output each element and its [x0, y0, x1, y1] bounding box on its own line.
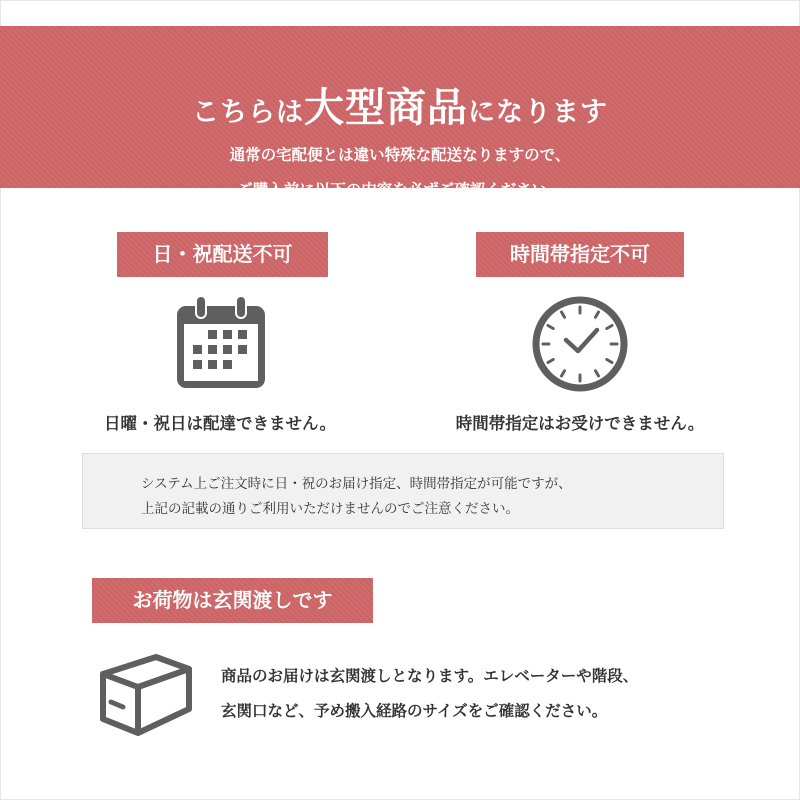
- banner-subtitle-line1: 通常の宅配便とは違い特殊な配送なりますので、: [229, 146, 571, 164]
- header-banner: [0, 26, 800, 199]
- notice-box: [82, 453, 724, 529]
- calendar-icon: [174, 296, 268, 390]
- banner-title-suffix: になります: [468, 97, 608, 128]
- banner-title-prefix: こちらは: [192, 97, 304, 128]
- banner-title-emphasis: 大型商品: [304, 85, 468, 131]
- holiday-delivery-tag: 日・祝配送不可: [117, 232, 328, 277]
- door-delivery-tag: お荷物は玄関渡しです: [92, 578, 373, 623]
- delivery-text-line-2: 玄関口など、予め搬入経路のサイズをご確認ください。: [221, 702, 608, 720]
- time-slot-caption: 時間帯指定はお受けできません。: [455, 414, 705, 433]
- notice-line-2: 上記の記載の通りご利用いただけませんのでご注意ください。: [141, 501, 519, 517]
- holiday-caption: 日曜・祝日は配達できません。: [104, 414, 336, 433]
- clock-icon: [532, 296, 628, 392]
- banner-subtitle-line2: ご購入前に以下の内容を必ずご確認ください。: [237, 181, 563, 199]
- notice-line-1: システム上ご注文時に日・祝のお届け指定、時間帯指定が可能ですが、: [141, 476, 572, 492]
- banner-title: [0, 76, 800, 133]
- box-icon: [98, 647, 194, 741]
- delivery-text-line-1: 商品のお届けは玄関渡しとなります。エレベーターや階段、: [221, 667, 639, 685]
- time-slot-tag: 時間帯指定不可: [476, 232, 684, 277]
